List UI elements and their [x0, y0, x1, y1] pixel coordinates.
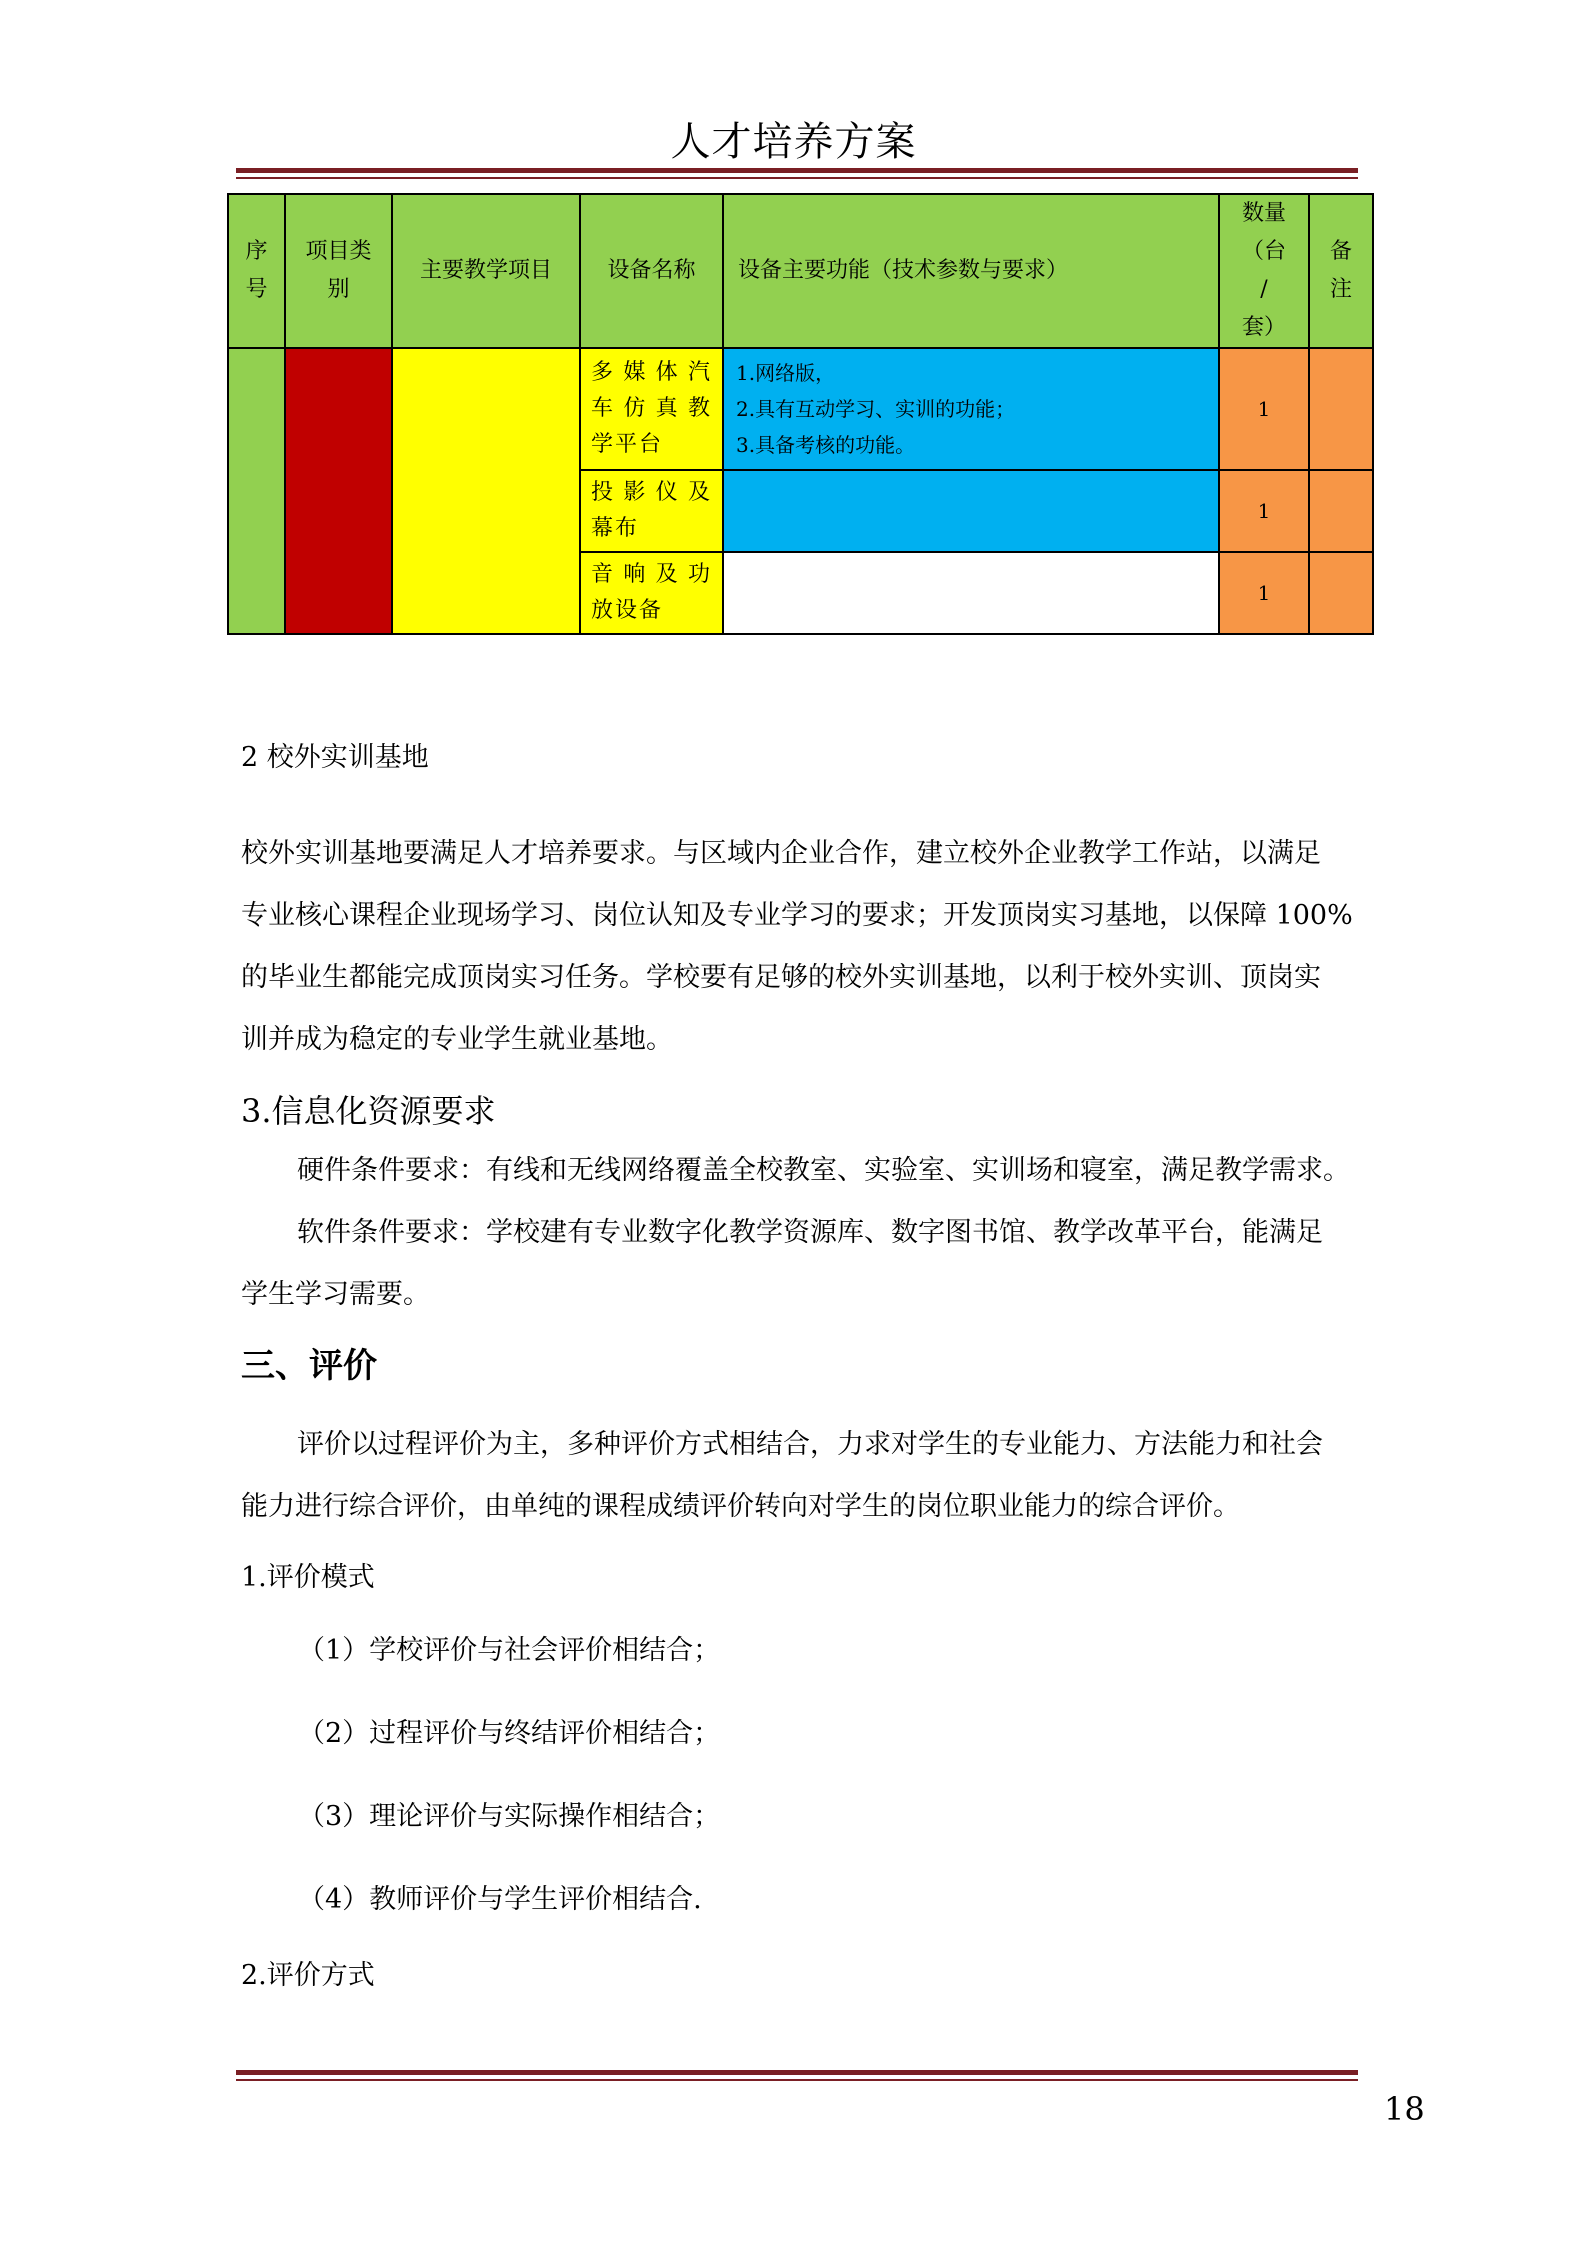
- cell-category: [285, 348, 392, 634]
- eval-mode-item: （1）学校评价与社会评价相结合；: [298, 1635, 721, 1666]
- cell-main-project: [392, 348, 580, 634]
- cell-remarks: [1309, 552, 1373, 634]
- col-header-device-name: 设备名称: [580, 194, 723, 348]
- cell-quantity: 1: [1219, 552, 1309, 634]
- table-header-row: [228, 194, 1373, 348]
- eval-method-heading: 2.评价方式: [241, 1960, 375, 1991]
- cell-device-function: [723, 552, 1219, 634]
- cell-device-function: [723, 470, 1219, 552]
- footer-rule-thin: [236, 2079, 1358, 2081]
- col-header-device-function: 设备主要功能（技术参数与要求）: [723, 194, 1219, 348]
- eval-mode-item: （3）理论评价与实际操作相结合；: [298, 1801, 721, 1832]
- software-paragraph: 软件条件要求：学校建有专业数字化教学资源库、数字图书馆、教学改革平台，能满足 学生学习需要。: [241, 1217, 1323, 1310]
- table-row: [228, 348, 1373, 470]
- cell-device-function: 1.网络版， 2.具有互动学习、实训的功能； 3.具备考核的功能。: [723, 348, 1219, 470]
- col-header-category: 项目类 别: [285, 194, 392, 348]
- page-header-title: 人才培养方案: [670, 119, 917, 165]
- equipment-table: [227, 193, 1374, 635]
- cell-device-name: 音响及功 放设备: [580, 552, 723, 634]
- page-number: 18: [1384, 2090, 1425, 2128]
- header-rule-thin: [236, 177, 1358, 179]
- section-info-heading: 3.信息化资源要求: [241, 1092, 496, 1130]
- cell-device-name: 多媒体汽 车仿真教 学平台: [580, 348, 723, 470]
- footer-rule-thick: [236, 2070, 1358, 2075]
- offcampus-paragraph: 校外实训基地要满足人才培养要求。与区域内企业合作，建立校外企业教学工作站，以满足 专业核心课程企业现场学习、岗位认知及专业学习的要求；开发顶岗实习基地，以保障 100% 的毕业生都能完成顶岗实习任务。学校要有足够的校外实训基地，以利于校外实训、顶岗实 训并成为稳定的专业学生就业基地。: [241, 838, 1353, 1055]
- eval-mode-heading: 1.评价模式: [241, 1562, 375, 1593]
- hardware-paragraph: 硬件条件要求：有线和无线网络覆盖全校教室、实验室、实训场和寝室，满足教学需求。: [297, 1155, 1350, 1186]
- col-header-remarks: 备 注: [1309, 194, 1373, 348]
- col-header-main-project: 主要教学项目: [392, 194, 580, 348]
- cell-device-name: 投影仪及 幕布: [580, 470, 723, 552]
- cell-quantity: 1: [1219, 470, 1309, 552]
- col-header-quantity: 数量 （台 / 套）: [1219, 194, 1309, 348]
- eval-mode-item: （2）过程评价与终结评价相结合；: [298, 1718, 721, 1749]
- section-offcampus-heading: 2 校外实训基地: [241, 742, 429, 773]
- col-header-index: 序 号: [228, 194, 285, 348]
- cell-remarks: [1309, 348, 1373, 470]
- eval-mode-item: （4）教师评价与学生评价相结合.: [298, 1884, 702, 1915]
- eval-intro-paragraph: 评价以过程评价为主，多种评价方式相结合，力求对学生的专业能力、方法能力和社会 能力进行综合评价，由单纯的课程成绩评价转向对学生的岗位职业能力的综合评价。: [241, 1429, 1323, 1522]
- header-rule-thick: [236, 168, 1358, 173]
- section-eval-heading: 三、评价: [241, 1346, 377, 1386]
- cell-remarks: [1309, 470, 1373, 552]
- cell-quantity: 1: [1219, 348, 1309, 470]
- cell-index: [228, 348, 285, 634]
